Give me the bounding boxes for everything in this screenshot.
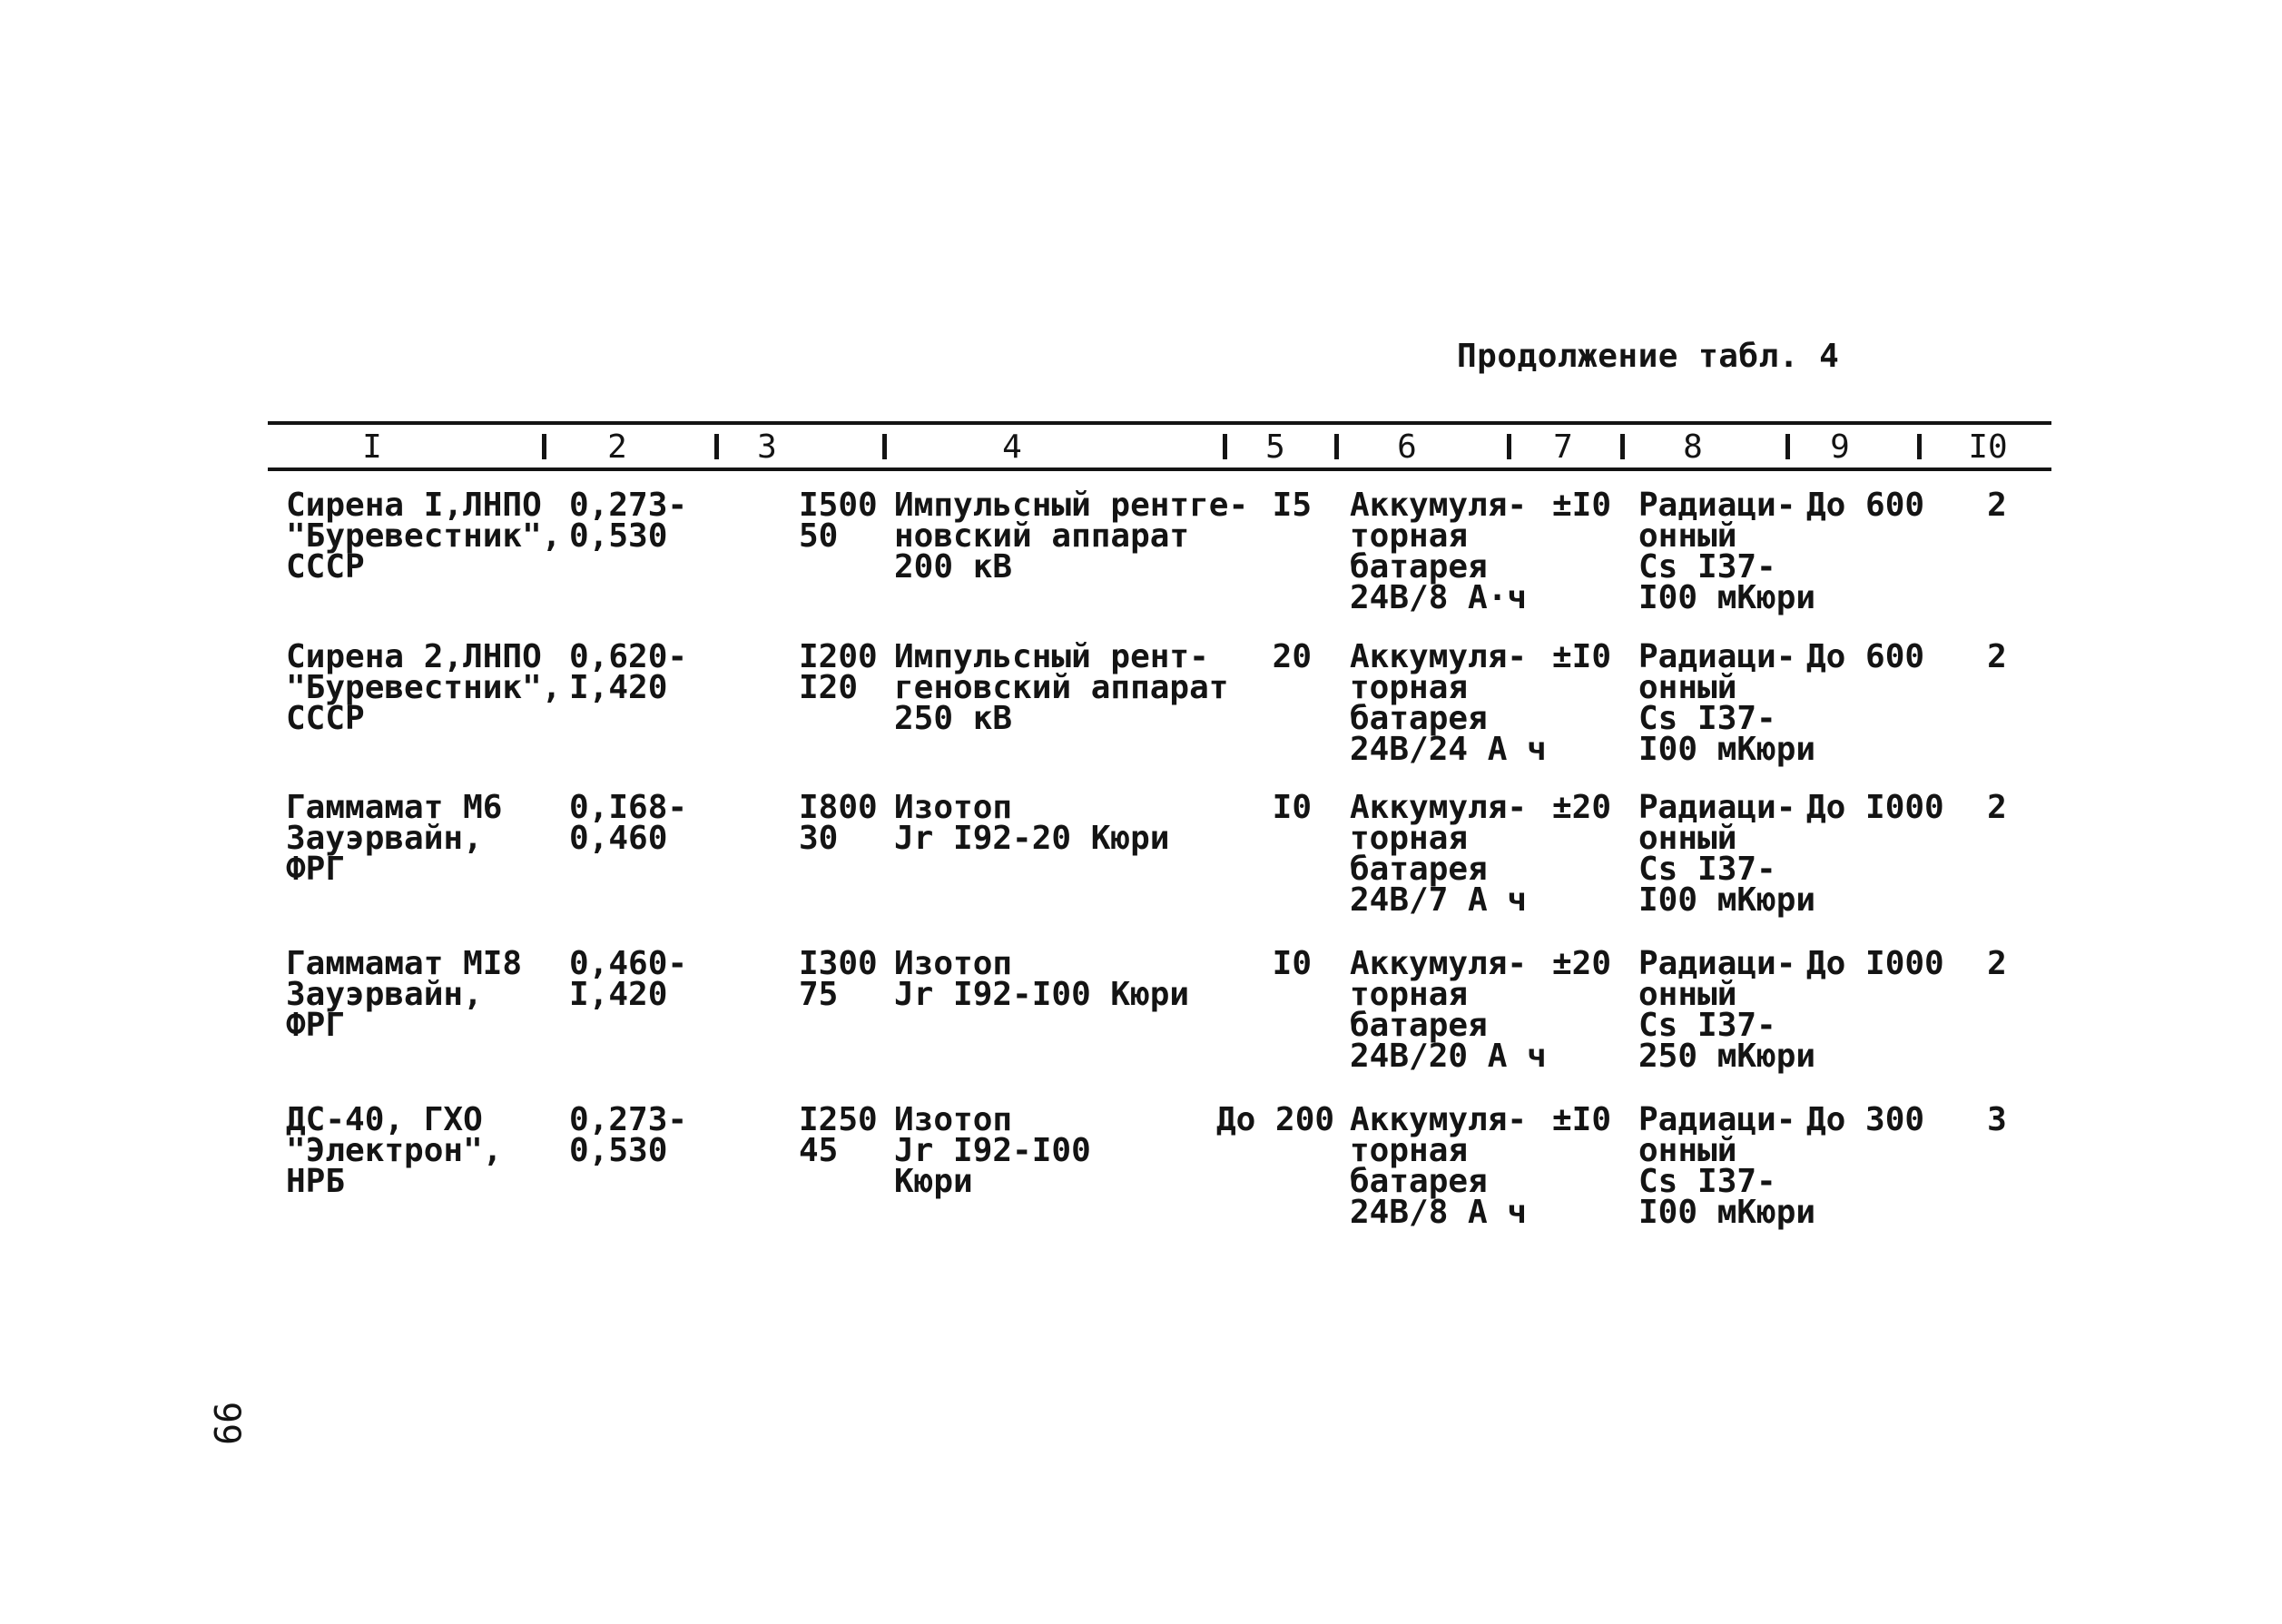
cell-line: 2: [1987, 945, 2007, 982]
cell-line: Аккумуля-: [1350, 789, 1528, 826]
cell-line: онный: [1638, 517, 1737, 555]
cell-line: Cs I37-: [1638, 1007, 1776, 1044]
cell-line: 30: [799, 820, 839, 857]
cell-line: 45: [799, 1132, 839, 1169]
cell-energy-range: [569, 1101, 688, 1169]
cell-line: Аккумуля-: [1350, 1101, 1528, 1138]
cell-manufacturer: [286, 638, 562, 737]
header-separator: [714, 434, 719, 459]
cell-line: Jr I92-I00: [894, 1132, 1091, 1169]
header-col-1: I: [362, 428, 382, 466]
cell-voltage-current: [799, 487, 878, 555]
cell-line: Аккумуля-: [1350, 638, 1528, 675]
cell-weight: [1216, 789, 1312, 826]
cell-line: I00 мКюри: [1638, 731, 1816, 768]
header-col-8: 8: [1683, 428, 1703, 466]
cell-line: Зауэрвайн,: [286, 820, 483, 857]
cell-line: СССР: [286, 548, 365, 586]
cell-line: новский аппарат: [894, 517, 1190, 555]
cell-line: 200 кВ: [894, 548, 1013, 586]
cell-line: ±I0: [1552, 1101, 1612, 1138]
header-col-7: 7: [1553, 428, 1573, 466]
cell-line: ФРГ: [286, 1007, 346, 1044]
cell-protection: [1638, 1101, 1816, 1231]
cell-line: "Электрон",: [286, 1132, 503, 1169]
cell-tolerance: [1552, 945, 1612, 982]
cell-line: 0,530: [569, 1132, 668, 1169]
cell-radiation-source: [894, 638, 1229, 737]
cell-line: До I000: [1806, 789, 1944, 826]
cell-line: батарея: [1350, 700, 1488, 737]
cell-line: 0,620-: [569, 638, 688, 675]
cell-line: торная: [1350, 976, 1469, 1013]
cell-line: I,420: [569, 669, 668, 706]
cell-price: [1806, 638, 1925, 675]
cell-line: Jr I92-20 Кюри: [894, 820, 1170, 857]
cell-line: Радиаци-: [1638, 487, 1796, 524]
cell-line: Сирена 2,ЛНПО: [286, 638, 542, 675]
cell-line: Аккумуля-: [1350, 945, 1528, 982]
cell-protection: [1638, 945, 1816, 1075]
cell-radiation-source: [894, 945, 1190, 1013]
cell-line: ±20: [1552, 945, 1612, 982]
cell-line: 3: [1987, 1101, 2007, 1138]
cell-line: 50: [799, 517, 839, 555]
cell-line: 20: [1272, 638, 1312, 675]
cell-radiation-source: [894, 789, 1170, 857]
header-separator: [1620, 434, 1625, 459]
header-separator: [1917, 434, 1922, 459]
header-col-9: 9: [1830, 428, 1850, 466]
cell-line: 250 кВ: [894, 700, 1013, 737]
cell-line: ±I0: [1552, 487, 1612, 524]
header-col-6: 6: [1397, 428, 1417, 466]
cell-line: торная: [1350, 1132, 1469, 1169]
cell-energy-range: [569, 487, 688, 555]
cell-quantity: [1979, 945, 2015, 982]
cell-line: ±20: [1552, 789, 1612, 826]
page-number: 99: [205, 1401, 248, 1446]
cell-energy-range: [569, 945, 688, 1013]
cell-line: До 200: [1216, 1101, 1335, 1138]
cell-line: Кюри: [894, 1163, 973, 1200]
header-separator: [1507, 434, 1511, 459]
cell-line: Импульсный рент-: [894, 638, 1209, 675]
cell-line: I5: [1272, 487, 1312, 524]
cell-line: I00 мКюри: [1638, 881, 1816, 919]
cell-line: 0,460-: [569, 945, 688, 982]
cell-voltage-current: [799, 789, 878, 857]
cell-line: I250: [799, 1101, 878, 1138]
cell-line: I300: [799, 945, 878, 982]
cell-line: ДС-40, ГХО: [286, 1101, 483, 1138]
cell-line: Зауэрвайн,: [286, 976, 483, 1013]
cell-line: ФРГ: [286, 851, 346, 888]
cell-power-supply: [1350, 945, 1547, 1075]
cell-line: Гаммамат МI8: [286, 945, 523, 982]
cell-line: онный: [1638, 1132, 1737, 1169]
cell-energy-range: [569, 789, 688, 857]
cell-line: 0,I68-: [569, 789, 688, 826]
cell-power-supply: [1350, 487, 1528, 616]
cell-power-supply: [1350, 1101, 1528, 1231]
cell-line: онный: [1638, 976, 1737, 1013]
cell-quantity: [1979, 638, 2015, 675]
cell-line: 250 мКюри: [1638, 1038, 1816, 1075]
header-separator: [1334, 434, 1339, 459]
cell-line: Радиаци-: [1638, 789, 1796, 826]
cell-tolerance: [1552, 1101, 1612, 1138]
cell-line: 24В/8 А·ч: [1350, 579, 1528, 616]
cell-line: батарея: [1350, 851, 1488, 888]
cell-line: 2: [1987, 789, 2007, 826]
cell-line: 2: [1987, 638, 2007, 675]
cell-line: СССР: [286, 700, 365, 737]
cell-line: торная: [1350, 669, 1469, 706]
cell-price: [1806, 1101, 1925, 1138]
cell-line: 0,273-: [569, 1101, 688, 1138]
cell-line: Сирена I,ЛНПО: [286, 487, 542, 524]
cell-line: I0: [1272, 945, 1312, 982]
cell-line: До 300: [1806, 1101, 1925, 1138]
cell-line: батарея: [1350, 1163, 1488, 1200]
cell-line: До I000: [1806, 945, 1944, 982]
cell-weight: [1216, 638, 1312, 675]
header-col-3: 3: [757, 428, 777, 466]
table-header-bottom-rule: [268, 468, 2051, 471]
cell-price: [1806, 789, 1944, 826]
cell-tolerance: [1552, 638, 1612, 675]
cell-line: Радиаци-: [1638, 945, 1796, 982]
header-separator: [882, 434, 887, 459]
cell-voltage-current: [799, 638, 878, 706]
cell-price: [1806, 945, 1944, 982]
cell-quantity: [1979, 789, 2015, 826]
cell-radiation-source: [894, 1101, 1091, 1200]
header-separator: [1223, 434, 1227, 459]
cell-line: Гаммамат М6: [286, 789, 503, 826]
cell-voltage-current: [799, 945, 878, 1013]
cell-protection: [1638, 638, 1816, 768]
cell-line: I20: [799, 669, 859, 706]
cell-voltage-current: [799, 1101, 878, 1169]
cell-protection: [1638, 487, 1816, 616]
cell-line: I,420: [569, 976, 668, 1013]
cell-price: [1806, 487, 1925, 524]
cell-line: 2: [1987, 487, 2007, 524]
cell-line: ±I0: [1552, 638, 1612, 675]
cell-line: Cs I37-: [1638, 851, 1776, 888]
cell-manufacturer: [286, 789, 503, 888]
cell-tolerance: [1552, 789, 1612, 826]
header-col-10: I0: [1968, 428, 2008, 466]
header-separator: [1785, 434, 1790, 459]
cell-line: I200: [799, 638, 878, 675]
table-top-rule: [268, 421, 2051, 425]
cell-line: онный: [1638, 820, 1737, 857]
cell-line: I00 мКюри: [1638, 1194, 1816, 1231]
cell-line: 0,530: [569, 517, 668, 555]
cell-power-supply: [1350, 789, 1528, 919]
cell-tolerance: [1552, 487, 1612, 524]
header-col-4: 4: [1002, 428, 1022, 466]
cell-line: 24В/8 А ч: [1350, 1194, 1528, 1231]
cell-weight: [1216, 1101, 1335, 1138]
cell-line: До 600: [1806, 638, 1925, 675]
cell-line: торная: [1350, 820, 1469, 857]
cell-line: Радиаци-: [1638, 1101, 1796, 1138]
cell-radiation-source: [894, 487, 1249, 586]
cell-weight: [1216, 487, 1312, 524]
cell-line: Cs I37-: [1638, 1163, 1776, 1200]
cell-energy-range: [569, 638, 688, 706]
cell-line: I500: [799, 487, 878, 524]
cell-line: 0,273-: [569, 487, 688, 524]
cell-weight: [1216, 945, 1312, 982]
cell-line: I00 мКюри: [1638, 579, 1816, 616]
header-col-5: 5: [1265, 428, 1285, 466]
cell-quantity: [1979, 487, 2015, 524]
cell-line: Изотоп: [894, 1101, 1013, 1138]
cell-protection: [1638, 789, 1816, 919]
cell-line: геновский аппарат: [894, 669, 1229, 706]
cell-line: 24В/24 А ч: [1350, 731, 1547, 768]
header-col-2: 2: [607, 428, 627, 466]
cell-manufacturer: [286, 1101, 503, 1200]
cell-line: I800: [799, 789, 878, 826]
cell-line: онный: [1638, 669, 1737, 706]
cell-line: торная: [1350, 517, 1469, 555]
cell-line: До 600: [1806, 487, 1925, 524]
cell-line: 75: [799, 976, 839, 1013]
cell-line: Cs I37-: [1638, 700, 1776, 737]
cell-manufacturer: [286, 487, 562, 586]
cell-line: Аккумуля-: [1350, 487, 1528, 524]
cell-quantity: [1979, 1101, 2015, 1138]
header-separator: [542, 434, 546, 459]
cell-manufacturer: [286, 945, 523, 1044]
cell-line: 0,460: [569, 820, 668, 857]
table-caption: Продолжение табл. 4: [1457, 338, 1840, 375]
cell-line: 24В/20 А ч: [1350, 1038, 1547, 1075]
cell-power-supply: [1350, 638, 1547, 768]
cell-line: "Буревестник",: [286, 669, 562, 706]
cell-line: Cs I37-: [1638, 548, 1776, 586]
cell-line: Jr I92-I00 Кюри: [894, 976, 1190, 1013]
cell-line: батарея: [1350, 548, 1488, 586]
cell-line: Изотоп: [894, 789, 1013, 826]
cell-line: "Буревестник",: [286, 517, 562, 555]
cell-line: Импульсный рентге-: [894, 487, 1249, 524]
cell-line: 24В/7 А ч: [1350, 881, 1528, 919]
cell-line: Радиаци-: [1638, 638, 1796, 675]
cell-line: НРБ: [286, 1163, 346, 1200]
cell-line: батарея: [1350, 1007, 1488, 1044]
cell-line: Изотоп: [894, 945, 1013, 982]
cell-line: I0: [1272, 789, 1312, 826]
